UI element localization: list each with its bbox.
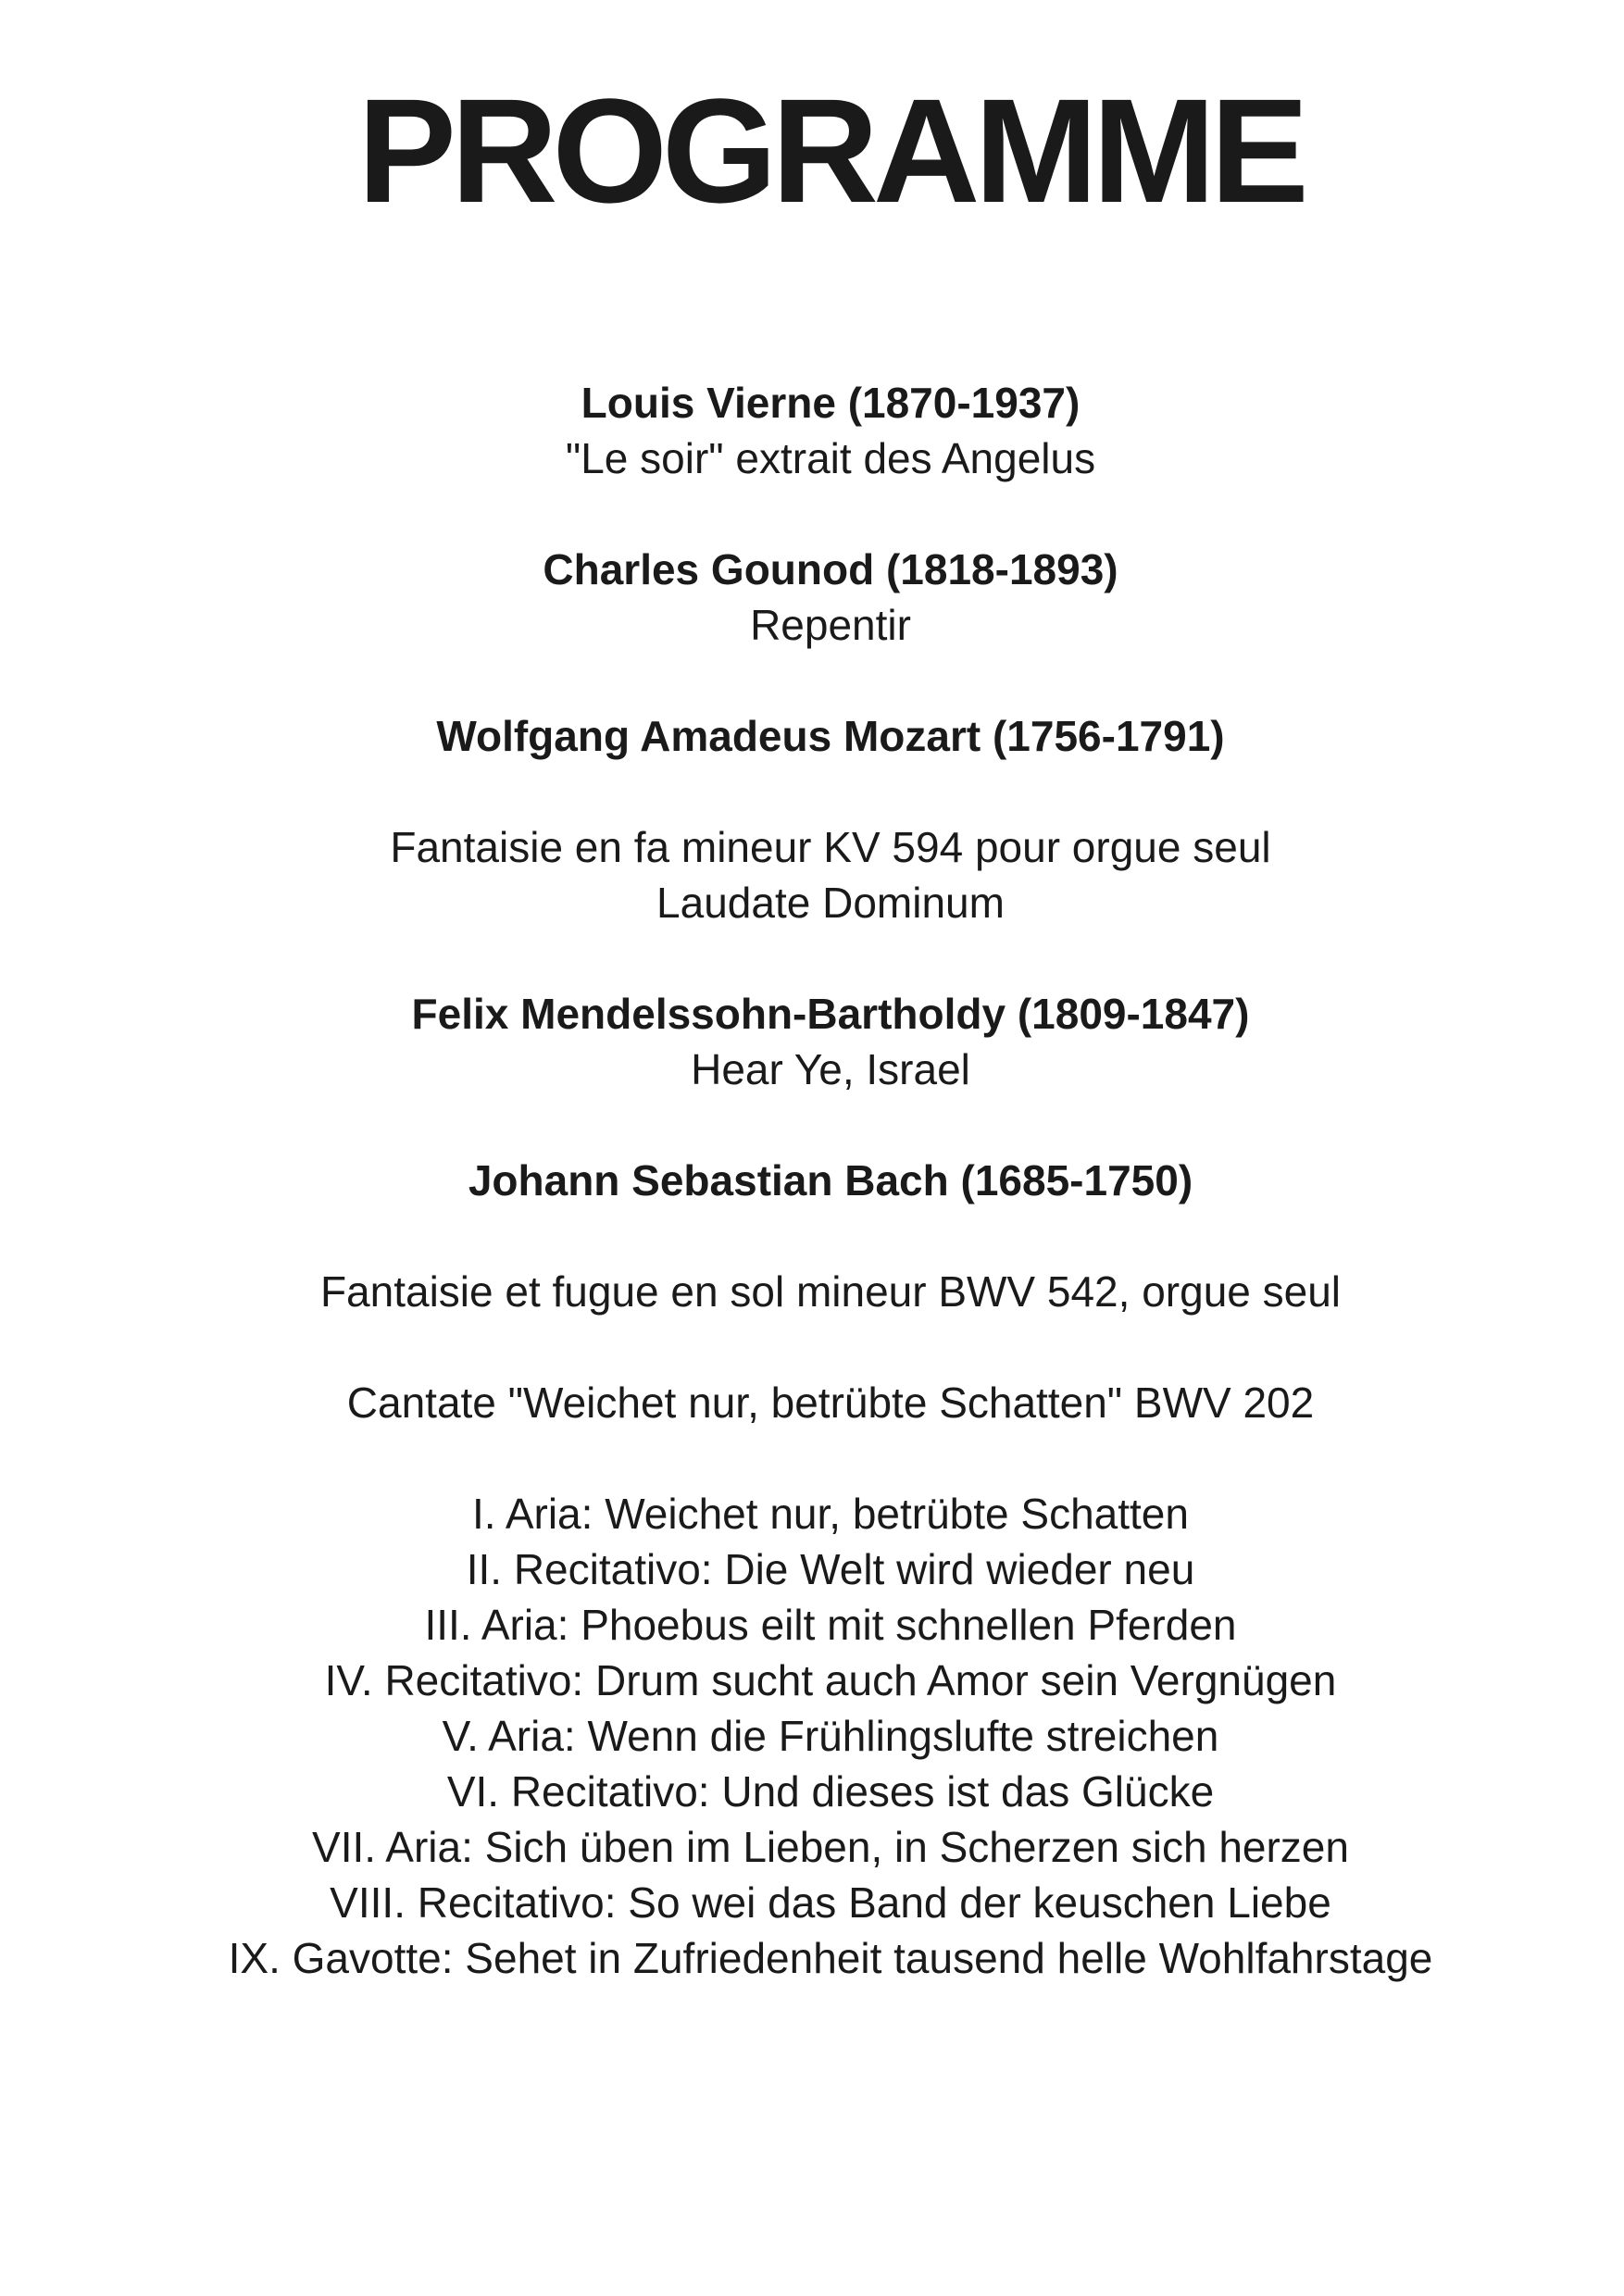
- work-mozart-laudate: Laudate Dominum: [656, 879, 1005, 927]
- composer-bach: Johann Sebastian Bach (1685-1750): [468, 1156, 1193, 1204]
- movement-item: VI. Recitativo: Und dieses ist das Glücke: [446, 1767, 1215, 1816]
- movement-item: IX. Gavotte: Sehet in Zufriedenheit tausend helle Wohlfahrstage: [228, 1934, 1433, 1982]
- composer-vierne: Louis Vierne (1870-1937): [581, 379, 1081, 427]
- movement-item: IV. Recitativo: Drum sucht auch Amor sein Vergnügen: [324, 1656, 1337, 1704]
- work-bach-cantate: Cantate "Weichet nur, betrübte Schatten" BWV 202: [346, 1379, 1315, 1427]
- spacer: [0, 930, 1624, 986]
- spacer: [0, 1097, 1624, 1153]
- composer-mendelssohn: Felix Mendelssohn-Bartholdy (1809-1847): [411, 990, 1250, 1038]
- movement-item: I. Aria: Weichet nur, betrübte Schatten: [472, 1490, 1189, 1538]
- spacer: [0, 1208, 1624, 1264]
- work-mozart-fantaisie: Fantaisie en fa mineur KV 594 pour orgue seul: [390, 823, 1271, 871]
- movement-item: V. Aria: Wenn die Frühlingslufte streichen: [442, 1712, 1219, 1760]
- composer-gounod: Charles Gounod (1818-1893): [543, 545, 1118, 593]
- spacer: [0, 653, 1624, 708]
- work-bach-fantaisie: Fantaisie et fugue en sol mineur BWV 542, orgue seul: [319, 1267, 1342, 1316]
- work-vierne: "Le soir" extrait des Angelus: [565, 434, 1096, 482]
- spacer: [0, 1430, 1624, 1486]
- movement-item: VII. Aria: Sich üben im Lieben, in Scherzen sich herzen: [312, 1823, 1349, 1871]
- movement-item: VIII. Recitativo: So wei das Band der keuschen Liebe: [330, 1878, 1331, 1927]
- programme-list: [0, 375, 1624, 1986]
- spacer: [0, 486, 1624, 542]
- movement-item: II. Recitativo: Die Welt wird wieder neu: [466, 1545, 1195, 1593]
- page-title: PROGRAMME: [357, 68, 1304, 233]
- movement-item: III. Aria: Phoebus eilt mit schnellen Pferden: [424, 1601, 1237, 1649]
- work-gounod: Repentir: [750, 601, 911, 649]
- work-mendelssohn: Hear Ye, Israel: [691, 1045, 970, 1093]
- spacer: [0, 764, 1624, 819]
- composer-mozart: Wolfgang Amadeus Mozart (1756-1791): [436, 712, 1225, 760]
- spacer: [0, 1319, 1624, 1375]
